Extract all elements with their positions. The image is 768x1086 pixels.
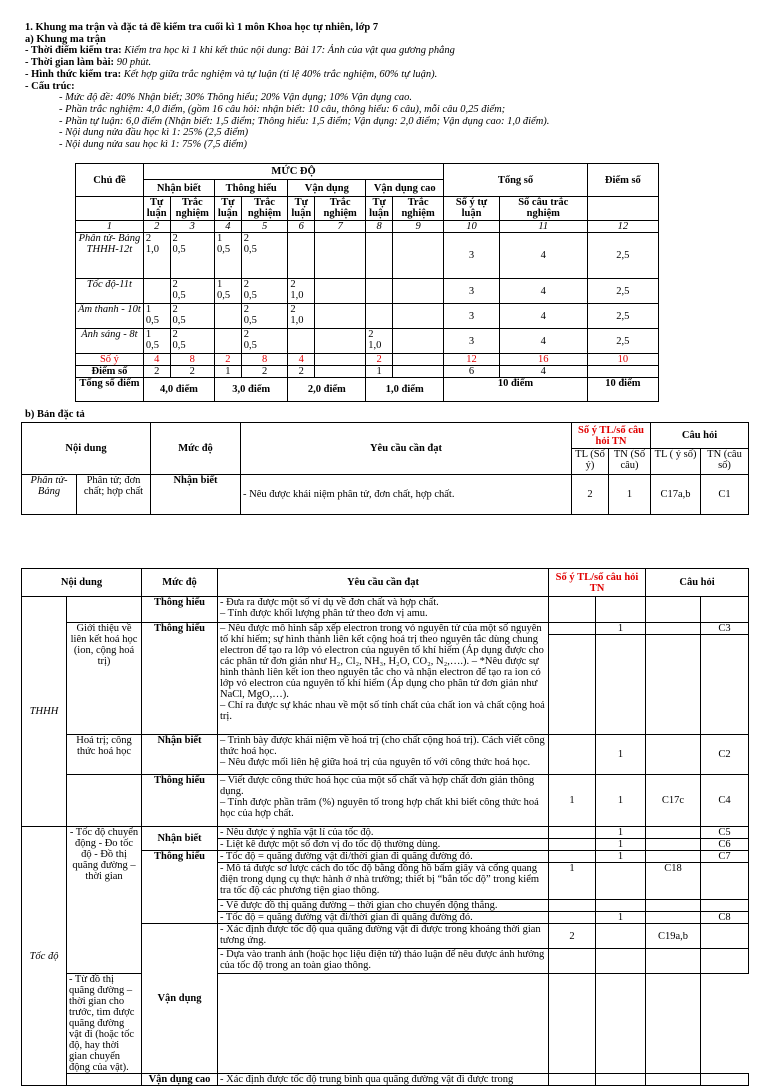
matrix-row: [76, 233, 659, 279]
matrix-cell: 1 0,5: [143, 329, 170, 354]
matrix-cell: 2 1,0: [288, 279, 315, 304]
so-y-cell: 4: [143, 354, 170, 366]
matrix-row: [76, 329, 659, 354]
diem-cell: [392, 366, 443, 378]
matrix-topic: Âm thanh - 10t: [76, 304, 144, 329]
diem-cell: 2: [170, 366, 214, 378]
matrix-topic: Ánh sáng - 8t: [76, 329, 144, 354]
matrix-cell: [392, 329, 443, 354]
section-a-title: a) Khung ma trận: [25, 33, 106, 45]
matrix-cell: [215, 304, 242, 329]
so-y-cell: 4: [288, 354, 315, 366]
matrix-cell: [143, 279, 170, 304]
matrix-cell: 2 0,5: [241, 233, 288, 279]
matrix-cell: [315, 329, 366, 354]
matrix-cell: 2,5: [587, 329, 658, 354]
matrix-cell: 4: [499, 233, 587, 279]
matrix-cell: [288, 329, 315, 354]
matrix-cell: 3: [444, 279, 500, 304]
matrix-cell: [392, 304, 443, 329]
so-y-cell: 2: [366, 354, 393, 366]
h-total: Tổng số: [444, 164, 587, 197]
matrix-cell: 3: [444, 329, 500, 354]
matrix-cell: [366, 279, 393, 304]
matrix-cell: 4: [499, 279, 587, 304]
matrix-row: [76, 279, 659, 304]
matrix-cell: [215, 329, 242, 354]
diem-cell: 2: [288, 366, 315, 378]
spec-table-1: Nội dung Mức độ Yêu cầu cần đạt Số ý TL/số câu hỏi TN Câu hỏi TL (Số ý) TN (Số câu) TL ( ý số) TN (câu số) Phân tử- Bảng Phân tử; đơn chất; hợp chất Nhận biết - Nêu được khái niệm phân tử, đơn chất, hợp chất. 2 1 C17a,b C1: [21, 422, 749, 515]
document-header: 1. Khung ma trận và đặc tả đề kiểm tra cuối kì 1 môn Khoa học tự nhiên, lớp 7 a) Khung ma trận - Thời điểm kiểm tra: Kiểm tra học kì 1 khi kết thúc nội dung: Bài 17: Ảnh của vật qua gương phẳng - Thời gian làm bài: 90 phút. - Hình thức kiểm tra: Kết hợp giữa trắc nghiệm và tự luận (tỉ lệ 40% trắc nghiệm, 60% tự luận). - Cấu trúc: - Mức độ đề: 40% Nhận biết; 30% Thông hiểu; 20% Vận dụng; 10% Vận dụng cao. - Phần trắc nghiệm: 4,0 điểm, (gồm 16 câu hỏi: nhận biết: 10 câu, thông hiểu: 6 câu), mỗi câu 0,25 điểm; - Phần tự luận: 6,0 điểm (Nhận biết: 1,5 điểm; Thông hiểu: 1,5 điểm; Vận dụng: 2,0 điểm; Vận dụng cao: 1,0 điểm). - Nội dung nửa đầu học kì 1: 25% (2,5 điểm) - Nội dung nửa sau học kì 1: 75% (7,5 điểm): [25, 22, 755, 151]
row-diem: Điểm số 2 2 1 2 2 1 6 4: [76, 366, 659, 378]
matrix-cell: 4: [499, 329, 587, 354]
spec1-row: Phân tử- Bảng Phân tử; đơn chất; hợp chất Nhận biết - Nêu được khái niệm phân tử, đơn chất, hợp chất. 2 1 C17a,b C1: [22, 475, 749, 515]
matrix-cell: 2 0,5: [170, 233, 214, 279]
doc-title: 1. Khung ma trận và đặc tả đề kiểm tra cuối kì 1 môn Khoa học tự nhiên, lớp 7: [25, 22, 379, 33]
so-y-cell: [392, 354, 443, 366]
so-y-cell: 12: [444, 354, 500, 366]
diem-cell: 2: [241, 366, 288, 378]
matrix-cell: 4: [499, 304, 587, 329]
so-y-cell: 2: [215, 354, 242, 366]
diem-cell: [587, 366, 658, 378]
diem-cell: 2: [143, 366, 170, 378]
so-y-cell: [315, 354, 366, 366]
diem-cell: 4: [499, 366, 587, 378]
diem-cell: 1: [366, 366, 393, 378]
matrix-cell: [315, 233, 366, 279]
matrix-cell: [315, 279, 366, 304]
matrix-cell: 2 1,0: [366, 329, 393, 354]
matrix-cell: 2 0,5: [170, 279, 214, 304]
matrix-cell: 2 0,5: [241, 329, 288, 354]
matrix-cell: 2 0,5: [241, 279, 288, 304]
matrix-cell: 2,5: [587, 233, 658, 279]
matrix-cell: 1 0,5: [215, 279, 242, 304]
h-topic: Chủ đề: [76, 164, 144, 197]
so-y-cell: 8: [241, 354, 288, 366]
matrix-cell: [392, 279, 443, 304]
matrix-cell: [315, 304, 366, 329]
matrix-cell: 3: [444, 304, 500, 329]
diem-cell: [315, 366, 366, 378]
matrix-cell: [366, 233, 393, 279]
matrix-cell: 2 0,5: [170, 304, 214, 329]
so-y-cell: 16: [499, 354, 587, 366]
matrix-cell: 3: [444, 233, 500, 279]
matrix-cell: 2,5: [587, 279, 658, 304]
so-y-cell: 8: [170, 354, 214, 366]
h-level: MỨC ĐỘ: [143, 164, 443, 180]
matrix-cell: 1 0,5: [143, 304, 170, 329]
matrix-topic: Tốc độ-11t: [76, 279, 144, 304]
matrix-row: [76, 304, 659, 329]
h-score: Điểm số: [587, 164, 658, 197]
matrix-cell: [366, 304, 393, 329]
matrix-cell: [288, 233, 315, 279]
matrix-cell: 2 1,0: [288, 304, 315, 329]
spec-table-2: Nội dung Mức độ Yêu cầu cần đạt Số ý TL/số câu hỏi TN Câu hỏi THHH Thông hiểu - Đưa ra được một số ví dụ về đơn chất và hợp chất. – Tính được khối lượng phân tử theo đơn vị amu. Giới thiệu về liên kết hoá học (ion, cộng hoá trị) Thông hiểu – Nêu được mô hình sắp xếp electron trong vỏ nguyên tử của một số nguyên tố khí hiếm; sự hình thành liên kết cộng hoá trị theo nguyên tắc dùng chung electron để tạo ra lớp vỏ electron của nguyên tố khí hiếm (Áp dụng được cho các phân tử đơn giản như H₂, Cl₂, NH₃, H₂O, CO₂, N₂,….). – *Nêu được sự hình thành liên kết ion theo nguyên tắc cho và nhận electron để tạo ra ion có lớp vỏ electron của nguyên tố khí hiếm (Áp dụng cho phân tử đơn giản như NaCl, MgO,…). – Chỉ ra được sự khác nhau về một số tính chất của chất ion và chất cộng hoá trị. 1 C3 Hoá trị; công thức hoá học Nhận biết – Trình bày được khái niệm về hoá trị (cho chất cộng hoá trị). Cách viết công thức hoá học. – Nêu được mối liên hệ giữa hoá trị của nguyên tố với công thức hoá học. 1 C2 Thông hiểu – Viết được công thức hoá học của một số chất và hợp chất đơn giản thông dụng. – Tính được phần trăm (%) nguyên tố trong hợp chất khi biết công thức hoá học của hợp chất. 1 1 C17c C4 Tốc độ - Tốc độ chuyển động - Đo tốc độ - Đồ thị quãng đường – thời gian Nhận biết - Nêu được ý nghĩa vật lí của tốc độ. 1 C5 - Liệt kê được một số đơn vị đo tốc độ thường dùng. 1 C6 Thông hiểu - Tốc độ = quãng đường vật đi/thời gian đi quãng đường đó. 1 C7 - Mô tả được sơ lược cách đo tốc độ bằng đồng hồ bấm giây và cổng quang điện trong dụng cụ thực hành ở nhà trường; thiết bị “bắn tốc độ” trong kiểm tra tốc độ các phương tiện giao thông. 1 C18 - Vẽ được đồ thị quãng đường – thời gian cho chuyển động thẳng. - Tốc độ = quãng đường vật đi/thời gian đi quãng đường đó. 1 C8 Vận dụng - Xác định được tốc độ qua quãng đường vật đi được trong khoảng thời gian tương ứng. 2 C19a,b - Dựa vào tranh ảnh (hoặc học liệu điện tử) thảo luận để nêu được ảnh hưởng của tốc độ trong an toàn giao thông. - Từ đồ thị quãng đường – thời gian cho trước, tìm được quãng đường vật đi (hoặc tốc độ, hay thời gian chuyển động của vật). Vận dụng cao - Xác định được tốc độ trung bình qua quãng đường vật đi được trong: [21, 568, 749, 1086]
matrix-cell: 2 1,0: [143, 233, 170, 279]
matrix-cell: 2,5: [587, 304, 658, 329]
row-tong: Tổng số điểm 4,0 điểm 3,0 điểm 2,0 điểm 1,0 điểm 10 điểm 10 điểm: [76, 378, 659, 402]
matrix-col-numbers: 1 2 3 4 5 6 7 8 9 10 11 12: [76, 221, 659, 233]
diem-cell: 1: [215, 366, 242, 378]
matrix-table: Chủ đề MỨC ĐỘ Tổng số Điểm số Nhận biết Thông hiểu Vận dụng Vận dụng cao Tự luận Trắc nghiệm Tự luận Trắc nghiệm Tự luận Trắc nghiệm Tự luận Trắc nghiệm Số ý tự luận Số câu trắc nghiệm 1 2 3 4 5 6 7 8 9 10 11 12 Phân tử- Bảng THHH-12t 2 1,0 2 0,5 1 0,5 2 0,5 3 4 2,5 Tốc độ-11t 2 0,5 1 0,5 2 0,5 2 1,0 3 4 2,5 Âm thanh - 10t 1 0,5 2 0,5 2 0,5 2 1,0 3 4 2,5 Ánh sáng - 8t 1 0,5 2 0,5 2 0,5 2 1,0 3 4 2,5 Số ý 4 8 2 8 4 2 12 16 10 Điểm số 2 2 1 2 2 1 6 4 Tổng số điểm 4,0 điểm 3,0 điểm 2,0 điểm 1,0 điểm 10 điểm 10 điểm: [75, 163, 659, 402]
matrix-topic: Phân tử- Bảng THHH-12t: [76, 233, 144, 279]
matrix-cell: [392, 233, 443, 279]
matrix-cell: 2 0,5: [170, 329, 214, 354]
matrix-cell: 2 0,5: [241, 304, 288, 329]
section-b-title: b) Bản đặc tả: [25, 409, 85, 420]
row-so-y: Số ý 4 8 2 8 4 2 12 16 10: [76, 354, 659, 366]
matrix-cell: 1 0,5: [215, 233, 242, 279]
so-y-cell: 10: [587, 354, 658, 366]
diem-cell: 6: [444, 366, 500, 378]
